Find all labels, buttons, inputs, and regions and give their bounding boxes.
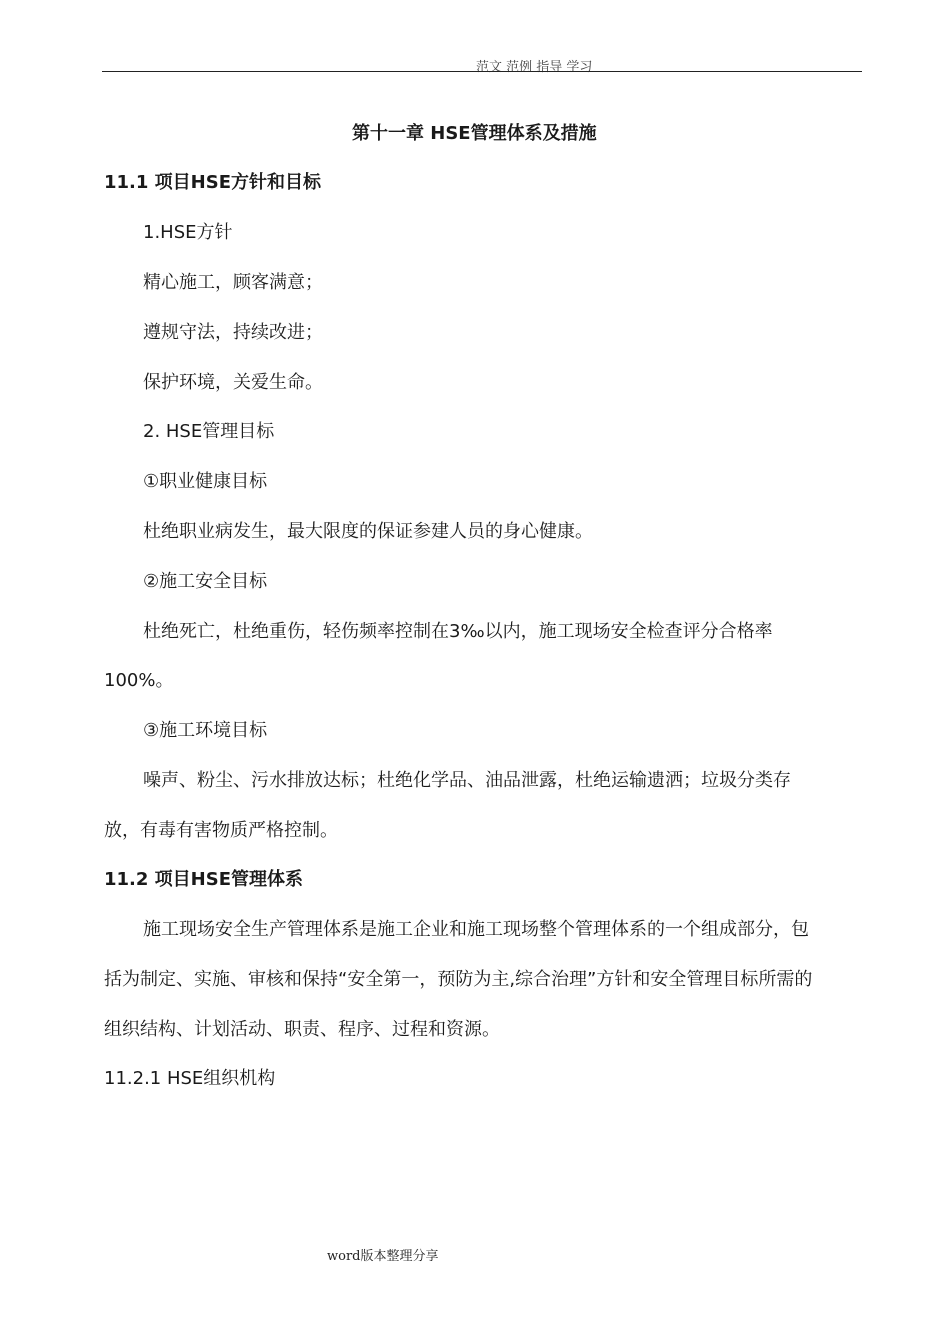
system-para-line-3: 组织结构、计划活动、职责、程序、过程和资源。	[104, 1019, 500, 1040]
section-heading-11-2: 11.2 项目HSE管理体系	[104, 869, 304, 890]
chapter-title: 第十一章 HSE管理体系及措施	[352, 123, 597, 144]
goal-safety-text-line-1: 杜绝死亡，杜绝重伤，轻伤频率控制在3‰以内，施工现场安全检查评分合格率	[143, 621, 773, 642]
subsection-heading-11-2-1: 11.2.1 HSE组织机构	[104, 1068, 276, 1089]
policy-line-1: 精心施工，顾客满意；	[143, 272, 323, 293]
page-header: 范文 范例 指导 学习	[476, 60, 593, 75]
policy-line-3: 保护环境，关爱生命。	[143, 372, 323, 393]
section-heading-11-1: 11.1 项目HSE方针和目标	[104, 172, 322, 193]
policy-label: 1.HSE方针	[143, 222, 233, 243]
goal-health-text: 杜绝职业病发生，最大限度的保证参建人员的身心健康。	[143, 521, 593, 542]
goal-environment-label: ③施工环境目标	[143, 720, 268, 741]
goals-label: 2. HSE管理目标	[143, 421, 275, 442]
goal-safety-label: ②施工安全目标	[143, 571, 268, 592]
goal-health-label: ①职业健康目标	[143, 471, 268, 492]
policy-line-2: 遵规守法，持续改进；	[143, 322, 323, 343]
goal-environment-text-line-2: 放，有毒有害物质严格控制。	[104, 820, 338, 841]
page-footer: word版本整理分享	[327, 1249, 439, 1264]
system-para-line-2: 括为制定、实施、审核和保持“安全第一，预防为主,综合治理”方针和安全管理目标所需的	[104, 969, 813, 990]
system-para-line-1: 施工现场安全生产管理体系是施工企业和施工现场整个管理体系的一个组成部分，包	[143, 919, 809, 940]
goal-safety-text-line-2: 100%。	[104, 670, 174, 691]
goal-environment-text-line-1: 噪声、粉尘、污水排放达标；杜绝化学品、油品泄露，杜绝运输遗洒；垃圾分类存	[143, 770, 791, 791]
header-rule	[102, 71, 862, 72]
